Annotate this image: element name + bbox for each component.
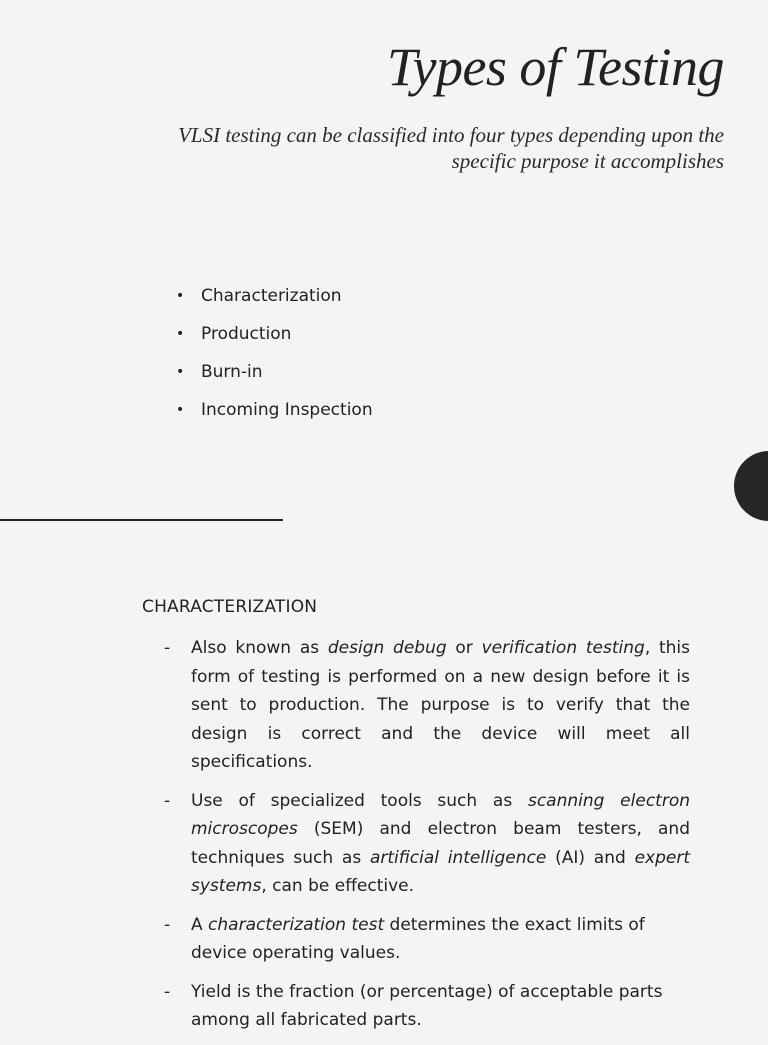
subtitle: VLSI testing can be classified into four types depending upon the specific purpose it accomplishes: [178, 123, 724, 173]
testing-types-list: [176, 284, 373, 436]
list-item: • Characterization: [176, 286, 342, 306]
decorative-circle: [734, 451, 768, 521]
page-title: Types of Testing: [386, 37, 724, 97]
list-item: • Incoming Inspection: [176, 400, 373, 420]
dash-icon: -: [164, 790, 171, 811]
list-item: - Use of specialized tools such as scanning electron microscopes (SEM) and electron beam testers, and techniques such as artificial intelligence (AI) and expert systems, can be effective.: [164, 787, 690, 901]
bullet-icon: •: [176, 402, 185, 418]
list-item: - Yield is the fraction (or percentage) of acceptable parts among all fabricated parts.: [164, 978, 690, 1035]
list-item: - A characterization test determines the exact limits of device operating values.: [164, 911, 690, 968]
dash-icon: -: [164, 981, 171, 1002]
divider: [0, 519, 283, 521]
characterization-details: [164, 634, 690, 1045]
bullet-icon: •: [176, 364, 185, 380]
bullet-icon: •: [176, 288, 185, 304]
list-item: - Also known as design debug or verification testing, this form of testing is performed on a new design before it is sent to production. The purpose is to verify that the design is correct and the device will meet all specifications.: [164, 634, 690, 777]
bullet-icon: •: [176, 326, 185, 342]
list-item: • Production: [176, 324, 292, 344]
section-heading: CHARACTERIZATION: [142, 597, 318, 617]
list-item: • Burn-in: [176, 362, 263, 382]
dash-icon: -: [164, 914, 171, 935]
dash-icon: -: [164, 638, 171, 658]
